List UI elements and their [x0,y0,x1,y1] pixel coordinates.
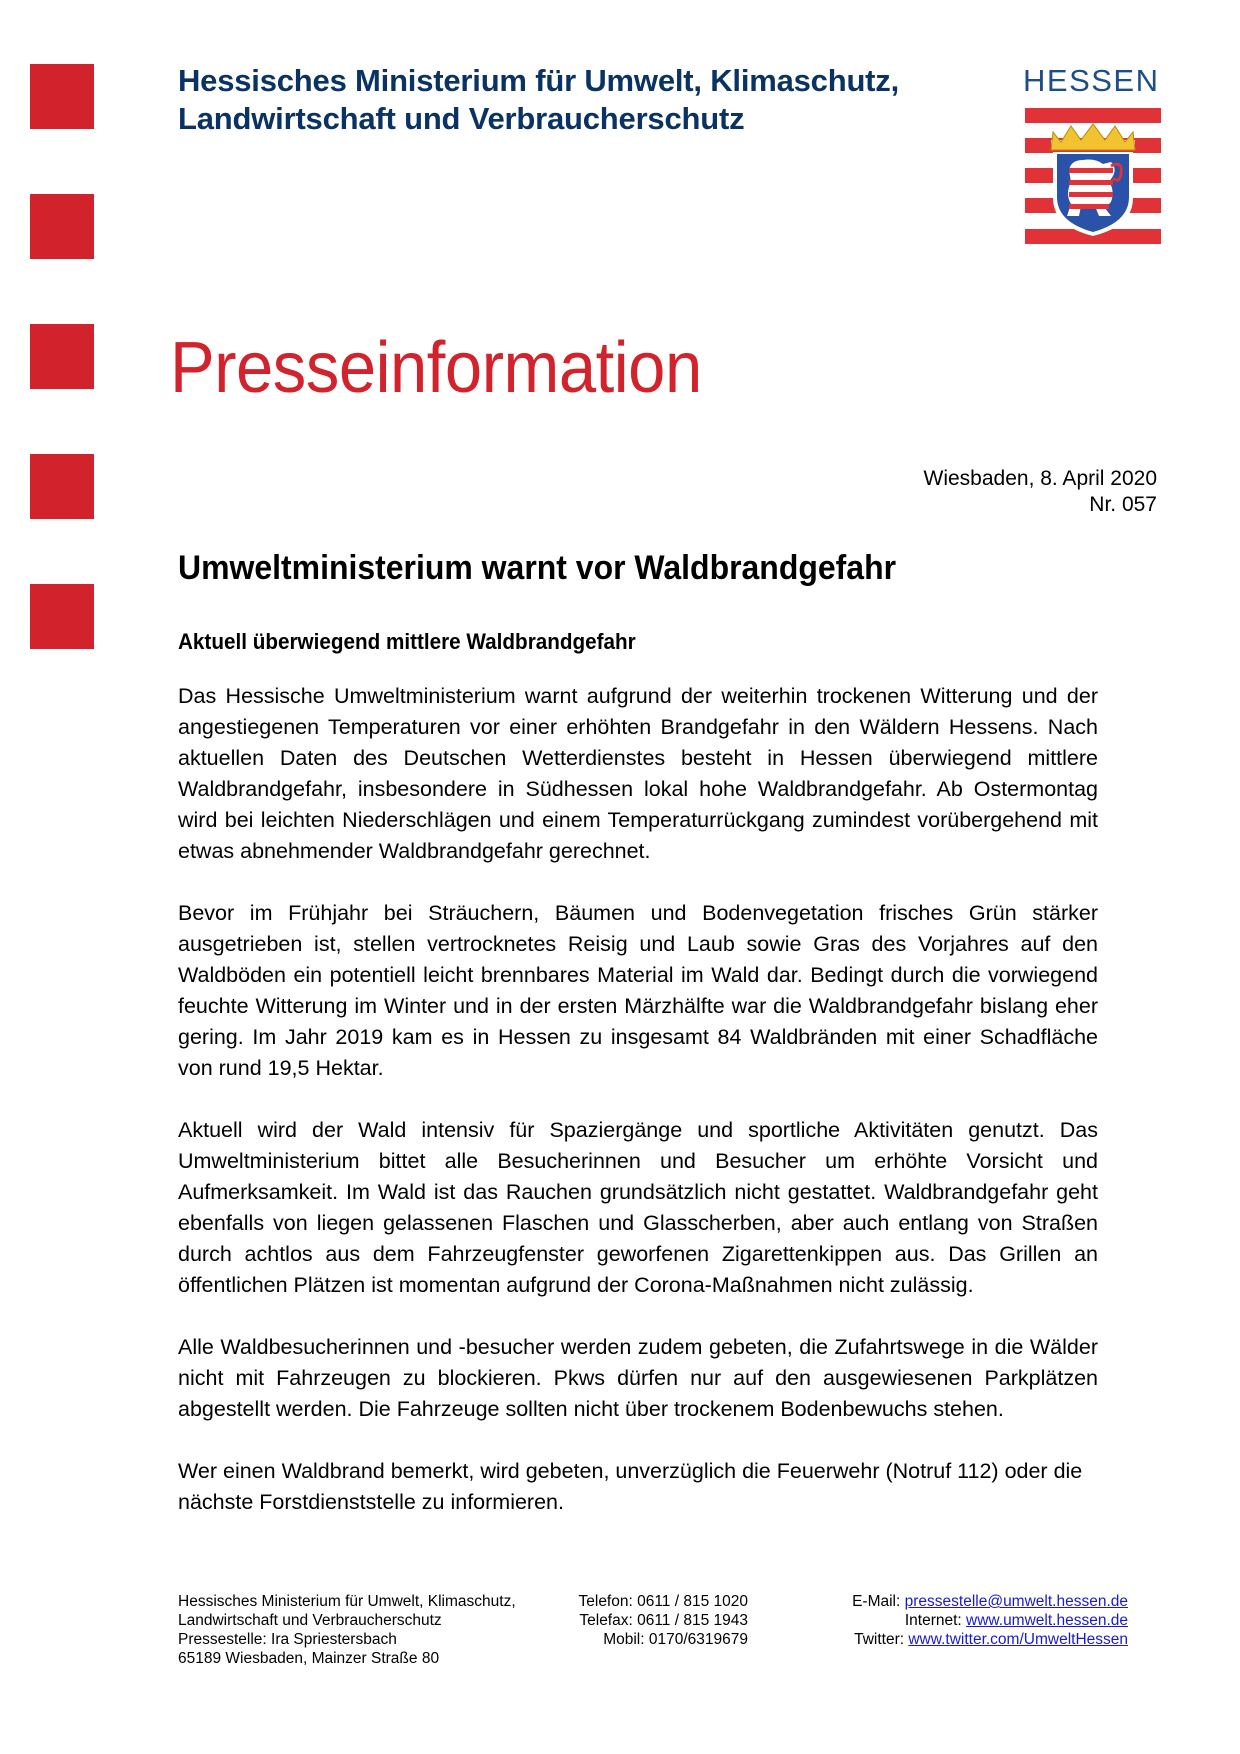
email-label: E-Mail: [852,1593,905,1610]
twitter-link[interactable]: www.twitter.com/UmweltHessen [908,1631,1128,1648]
footer-contacts [852,1592,1128,1649]
decorative-red-square [30,194,94,259]
subheadline: Aktuell überwiegend mittlere Waldbrandgefahr [178,629,636,654]
footer-phones [553,1592,748,1649]
decorative-red-square [30,584,94,649]
decorative-red-square [30,64,94,129]
footer-address-line: Pressestelle: Ira Spriestersbach [178,1631,397,1648]
internet-label: Internet: [904,1612,967,1629]
ministry-name-line2: Landwirtschaft und Verbraucherschutz [178,101,745,136]
decorative-red-square [30,454,94,519]
document-type-title: Presseinformation [170,328,702,408]
footer-address-line: 65189 Wiesbaden, Mainzer Straße 80 [178,1650,440,1667]
twitter-label: Twitter: [854,1631,909,1648]
ministry-name [178,62,899,138]
headline: Umweltministerium warnt vor Waldbrandgefahr [178,549,897,587]
footer-twitter-row [852,1630,1128,1649]
press-release-number: Nr. 057 [1089,493,1157,516]
footer-address-line: Landwirtschaft und Verbraucherschutz [178,1612,442,1629]
ministry-name-line1: Hessisches Ministerium für Umwelt, Klimaschutz, [178,63,900,98]
dateline [924,466,1157,518]
paragraph: Alle Waldbesucherinnen und -besucher werden zudem gebeten, die Zufahrtswege in die Wälder nicht mit Fahrzeugen zu blockieren. Pkws dürfen nur auf den ausgewiesenen Parkplätzen abgestellt werden. Die Fahrzeuge sollten nicht über trockenem Bodenbewuchs stehen. [178,1335,1098,1421]
email-link[interactable]: pressestelle@umwelt.hessen.de [904,1593,1128,1610]
body-text [178,681,1098,1549]
hessen-wordmark: HESSEN [1023,63,1160,98]
footer-address [178,1592,516,1668]
place-date: Wiesbaden, 8. April 2020 [923,467,1157,490]
paragraph: Aktuell wird der Wald intensiv für Spaziergänge und sportliche Aktivitäten genutzt. Das Umweltministerium bittet alle Besucherinnen und Besucher um erhöhte Vorsicht und Aufmerksamkeit. Im Wald ist das Rauchen grundsätzlich nicht gestattet. Waldbrandgefahr geht ebenfalls von liegen gelassenen Flaschen und Glasscherben, aber auch entlang von Straßen durch achtlos aus dem Fahrzeugfenster geworfenen Zigarettenkippen aus. Das Grillen an öffentlichen Plätzen ist momentan aufgrund der Corona-Maßnahmen nicht zulässig. [178,1118,1098,1297]
paragraph: Wer einen Waldbrand bemerkt, wird gebeten, unverzüglich die Feuerwehr (Notruf 112) oder die nächste Forstdienststelle zu informieren. [178,1459,1083,1514]
footer-address-line: Hessisches Ministerium für Umwelt, Klimaschutz, [178,1593,516,1610]
footer-fax: Telefax: 0611 / 815 1943 [579,1612,748,1629]
hessen-coat-of-arms-icon [1025,108,1161,244]
footer-mobile: Mobil: 0170/6319679 [603,1631,748,1648]
paragraph: Bevor im Frühjahr bei Sträuchern, Bäumen und Bodenvegetation frisches Grün stärker ausgetrieben ist, stellen vertrocknetes Reisig und Laub sowie Gras des Vorjahres auf den Waldböden ein potentiell leicht brennbares Material im Wald dar. Bedingt durch die vorwiegend feuchte Witterung im Winter und in der ersten Märzhälfte war die Waldbrandgefahr bislang eher gering. Im Jahr 2019 kam es in Hessen zu insgesamt 84 Waldbränden mit einer Schadfläche von rund 19,5 Hektar. [178,901,1098,1080]
website-link[interactable]: www.umwelt.hessen.de [966,1612,1128,1629]
footer-email-row [852,1592,1128,1611]
decorative-red-square [30,324,94,389]
paragraph: Das Hessische Umweltministerium warnt aufgrund der weiterhin trockenen Witterung und der angestiegenen Temperaturen vor einer erhöhten Brandgefahr in den Wäldern Hessens. Nach aktuellen Daten des Deutschen Wetterdienstes besteht in Hessen überwiegend mittlere Waldbrandgefahr, insbesondere in Südhessen lokal hohe Waldbrandgefahr. Ab Ostermontag wird bei leichten Niederschlägen und einem Temperaturrückgang zumindest vorübergehend mit etwas abnehmender Waldbrandgefahr gerechnet. [178,684,1098,863]
footer-phone: Telefon: 0611 / 815 1020 [578,1593,748,1610]
footer-internet-row [852,1611,1128,1630]
